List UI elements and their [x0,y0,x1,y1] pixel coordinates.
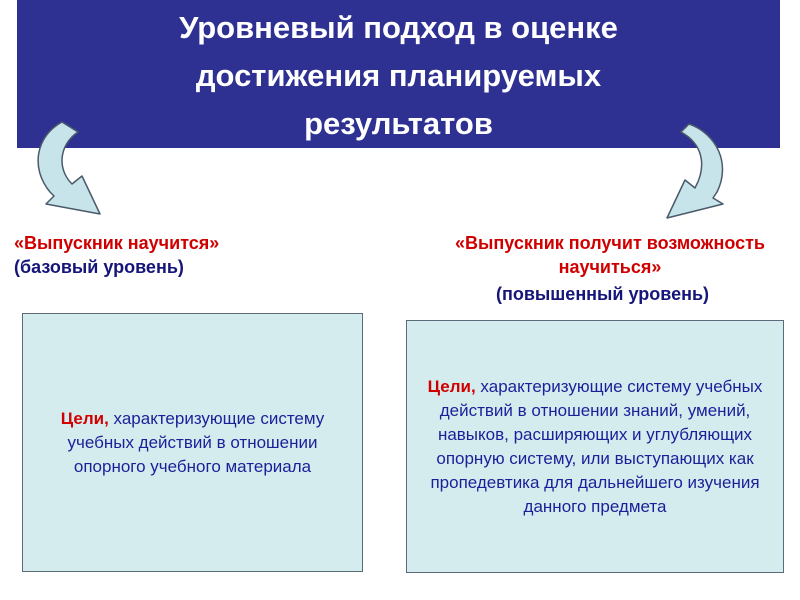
advanced-level-title: «Выпускник получит возможность научиться» [455,233,765,277]
advanced-goals-box [406,320,784,573]
advanced-goals-description: характеризующие систему учебных действий в отношении знаний, умений, навыков, расширяющих и углубляющих опорную систему, или выступающих как пропедевтика для дальнейшего изучения данного предмета [430,376,763,516]
title-line-3: результатов [304,106,493,141]
basic-level-title: «Выпускник научится» [14,233,220,253]
basic-level-heading [14,231,219,279]
basic-goals-description: характеризующие систему учебных действий в отношении опорного учебного материала [67,408,325,476]
advanced-level-heading [440,231,780,279]
title-line-1: Уровневый подход в оценке [179,10,618,45]
title-line-2: достижения планируемых [195,58,602,93]
advanced-goals-keyword: Цели, [427,376,476,396]
basic-goals-box [22,313,363,572]
curved-arrow-right-icon [22,118,112,238]
basic-level-label: (базовый уровень) [14,257,184,277]
basic-goals-keyword: Цели, [60,408,109,428]
curved-arrow-left-icon [655,120,745,240]
page-title [179,4,618,148]
advanced-goals-text [427,375,763,519]
basic-goals-text [37,407,348,479]
advanced-level-label: (повышенный уровень) [496,284,710,304]
